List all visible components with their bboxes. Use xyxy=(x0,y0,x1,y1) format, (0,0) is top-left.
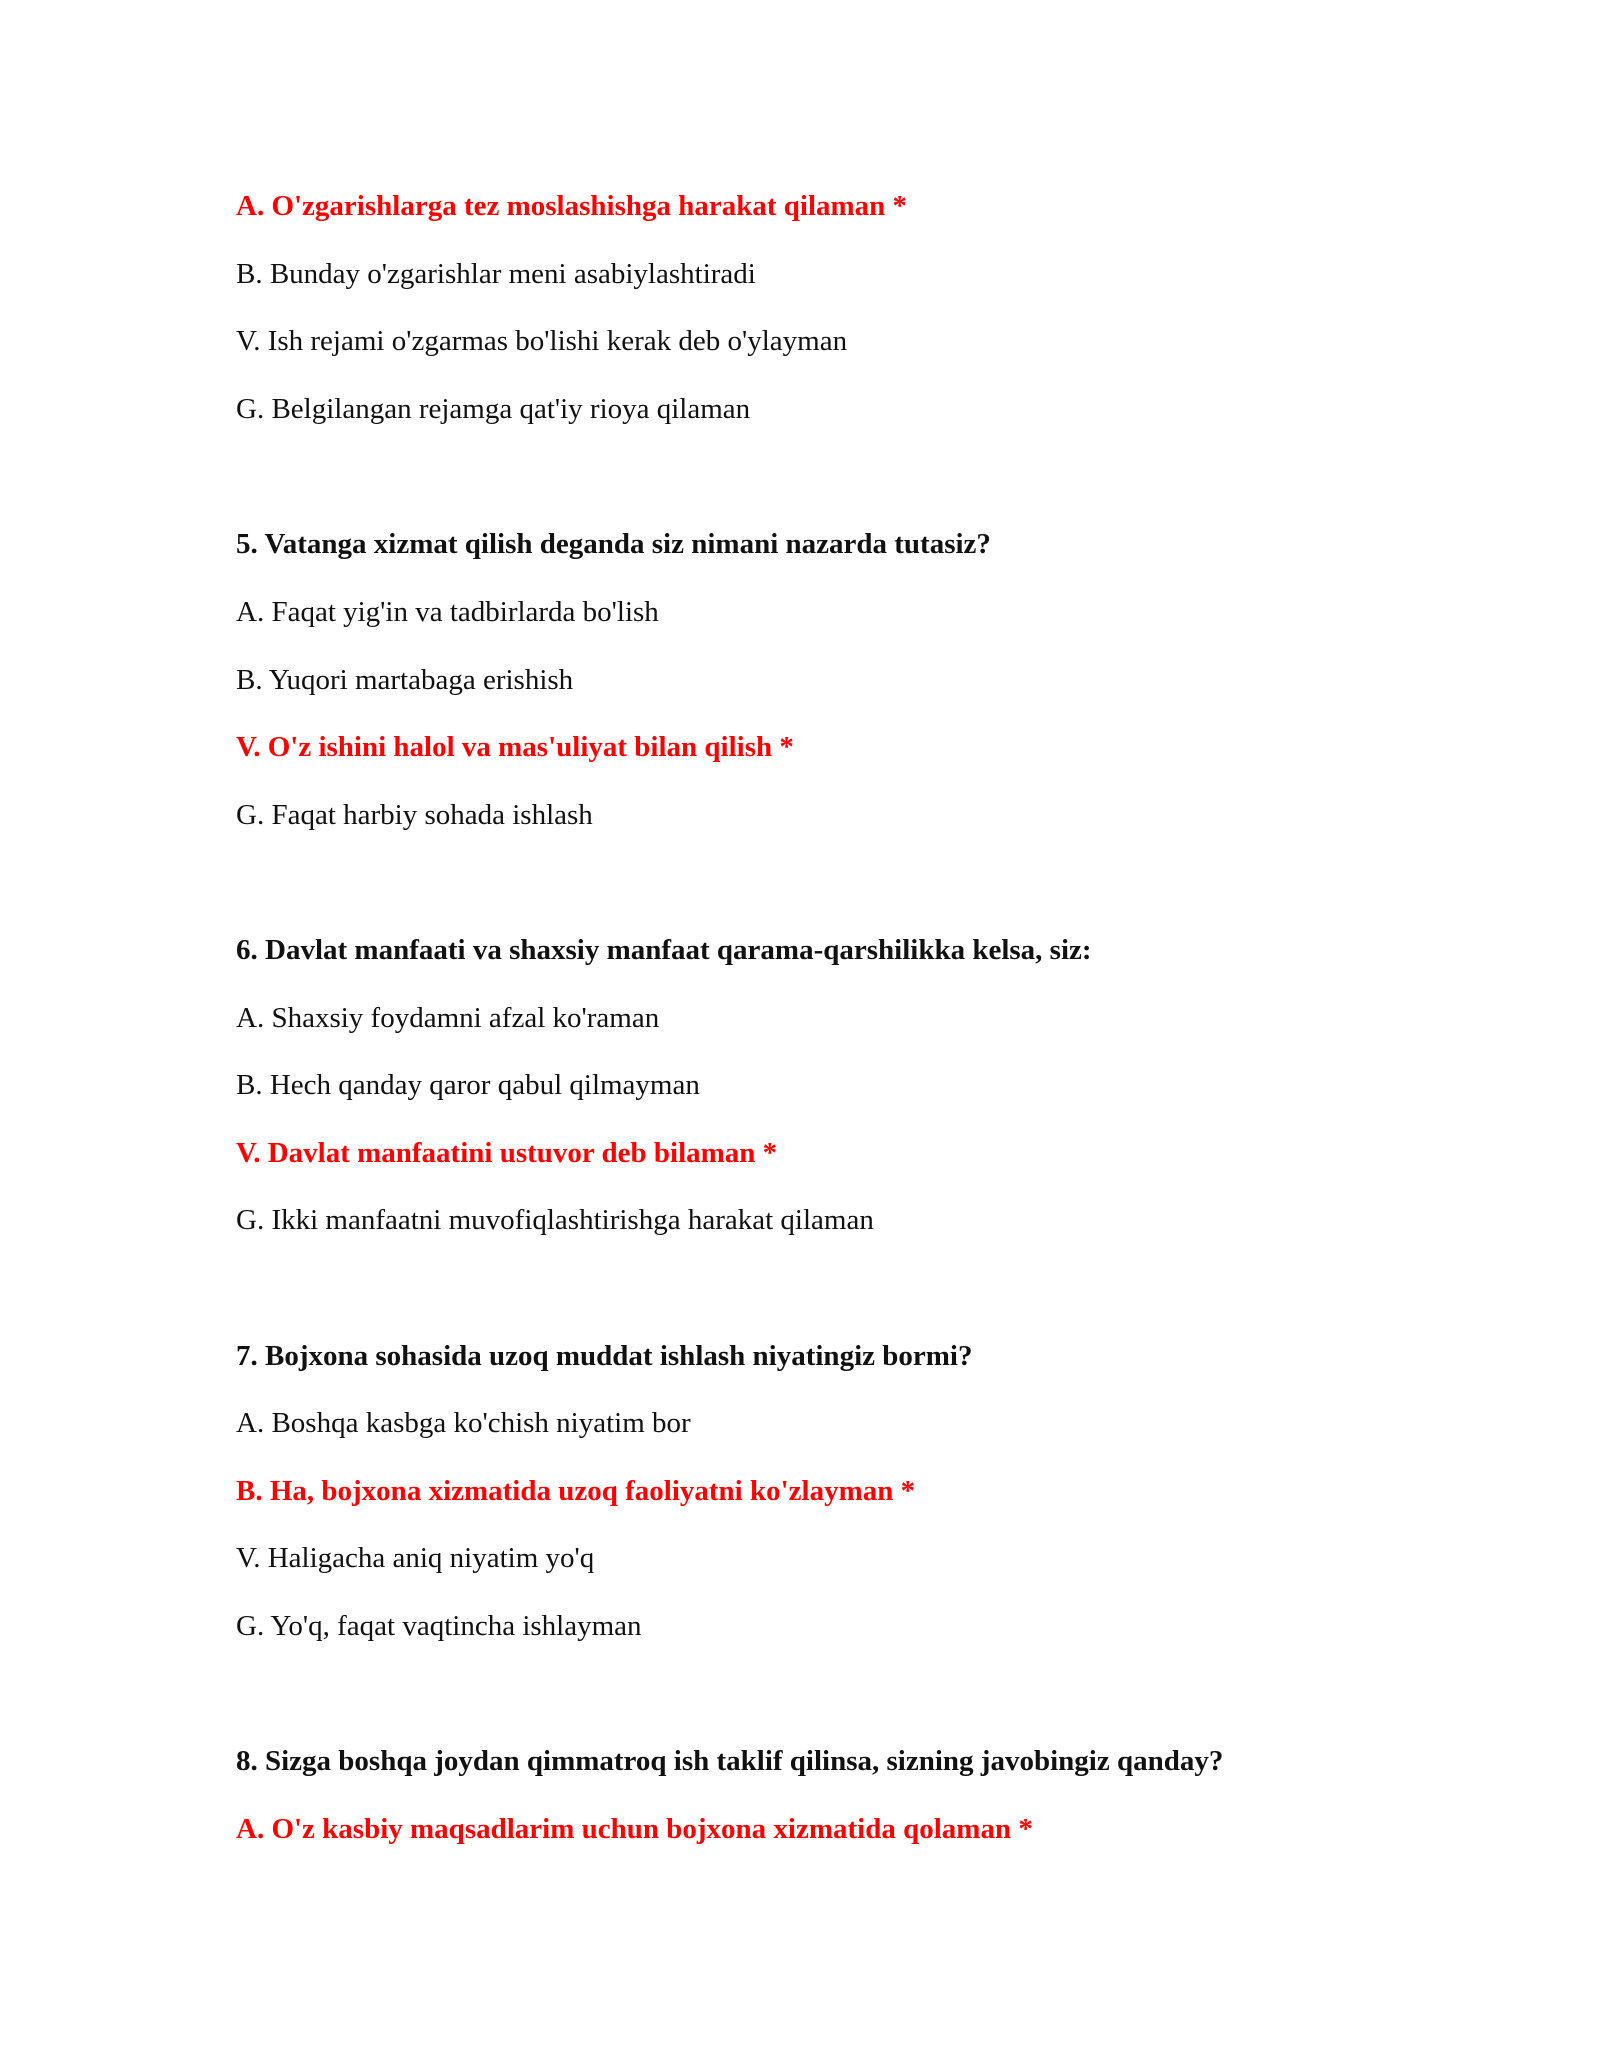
q6-option-a: A. Shaxsiy foydamni afzal ko'raman xyxy=(236,1002,660,1034)
q7-option-a: A. Boshqa kasbga ko'chish niyatim bor xyxy=(236,1407,691,1439)
q5-option-v-correct: V. O'z ishini halol va mas'uliyat bilan qilish * xyxy=(236,731,794,763)
q4-option-b: B. Bunday o'zgarishlar meni asabiylashtiradi xyxy=(236,258,756,290)
q6-option-g: G. Ikki manfaatni muvofiqlashtirishga harakat qilaman xyxy=(236,1204,874,1236)
q6-option-v-correct: V. Davlat manfaatini ustuvor deb bilaman * xyxy=(236,1137,778,1169)
q4-option-g: G. Belgilangan rejamga qat'iy rioya qilaman xyxy=(236,393,751,425)
q4-option-a-correct: A. O'zgarishlarga tez moslashishga harakat qilaman * xyxy=(236,190,908,222)
q4-option-v: V. Ish rejami o'zgarmas bo'lishi kerak deb o'ylayman xyxy=(236,325,848,357)
q6-question: 6. Davlat manfaati va shaxsiy manfaat qarama-qarshilikka kelsa, siz: xyxy=(236,934,1092,966)
q5-option-b: B. Yuqori martabaga erishish xyxy=(236,664,574,696)
q8-question: 8. Sizga boshqa joydan qimmatroq ish taklif qilinsa, sizning javobingiz qanday? xyxy=(236,1745,1224,1777)
q7-question: 7. Bojxona sohasida uzoq muddat ishlash niyatingiz bormi? xyxy=(236,1340,973,1372)
q7-option-g: G. Yo'q, faqat vaqtincha ishlayman xyxy=(236,1610,642,1642)
q5-question: 5. Vatanga xizmat qilish deganda siz nimani nazarda tutasiz? xyxy=(236,528,991,560)
q5-option-a: A. Faqat yig'in va tadbirlarda bo'lish xyxy=(236,596,659,628)
q7-option-v: V. Haligacha aniq niyatim yo'q xyxy=(236,1542,595,1574)
q6-option-b: B. Hech qanday qaror qabul qilmayman xyxy=(236,1069,700,1101)
q7-option-b-correct: B. Ha, bojxona xizmatida uzoq faoliyatni ko'zlayman * xyxy=(236,1475,916,1507)
q8-option-a-correct: A. O'z kasbiy maqsadlarim uchun bojxona xizmatida qolaman * xyxy=(236,1813,1033,1845)
q5-option-g: G. Faqat harbiy sohada ishlash xyxy=(236,799,593,831)
